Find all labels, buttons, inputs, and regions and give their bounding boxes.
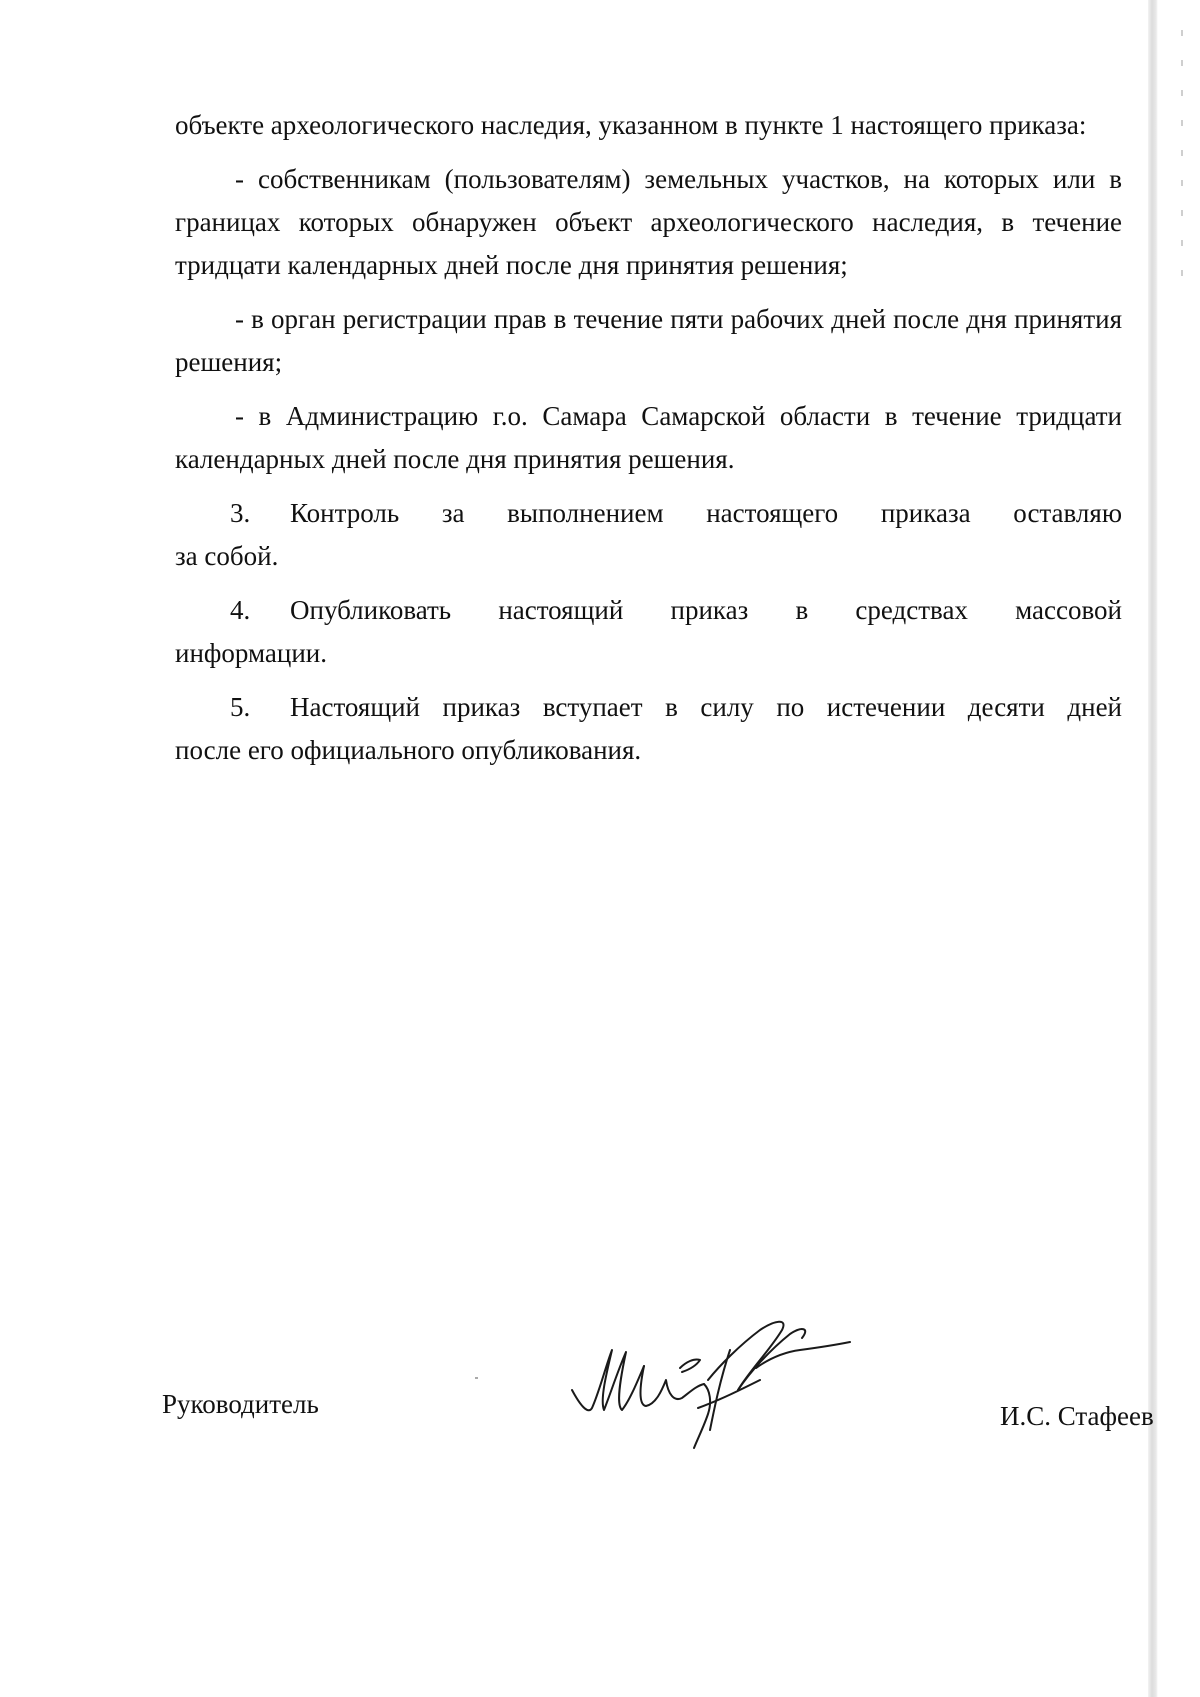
item-number: 3. — [230, 498, 251, 528]
item-continuation: за собой. — [175, 541, 279, 571]
notify-item: - в орган регистрации прав в течение пяти рабочих дней после дня принятия решения; — [175, 304, 1122, 377]
numbered-item-4 — [175, 589, 1122, 675]
scan-speck — [475, 1377, 478, 1379]
item-number: 5. — [230, 692, 251, 722]
notify-item: - собственникам (пользователям) земельных участков, на которых или в границах которых обнаружен объект археологического наследия, в течение тридцати календарных дней после дня принятия решения; — [175, 164, 1122, 280]
item-text: Опубликовать настоящий приказ в средствах массовой — [290, 595, 1122, 625]
item-number: 4. — [230, 595, 251, 625]
handwritten-signature — [570, 1310, 870, 1460]
signatory-position: Руководитель — [162, 1389, 319, 1419]
scan-shadow-edge — [1148, 0, 1158, 1697]
numbered-item-5 — [175, 686, 1122, 772]
item-text: Контроль за выполнением настоящего приказа оставляю — [290, 498, 1122, 528]
numbered-item-3 — [175, 492, 1122, 578]
notify-item: - в Администрацию г.о. Самара Самарской области в течение тридцати календарных дней после дня принятия решения. — [175, 401, 1122, 474]
scan-edge-marks — [1181, 30, 1183, 290]
document-body — [175, 104, 1122, 783]
item-text: Настоящий приказ вступает в силу по истечении десяти дней — [290, 692, 1122, 722]
intro-paragraph: объекте археологического наследия, указанном в пункте 1 настоящего приказа: — [175, 110, 1087, 140]
item-continuation: информации. — [175, 638, 327, 668]
signer-name: И.С. Стафеев — [1000, 1401, 1154, 1431]
item-continuation: после его официального опубликования. — [175, 735, 642, 765]
